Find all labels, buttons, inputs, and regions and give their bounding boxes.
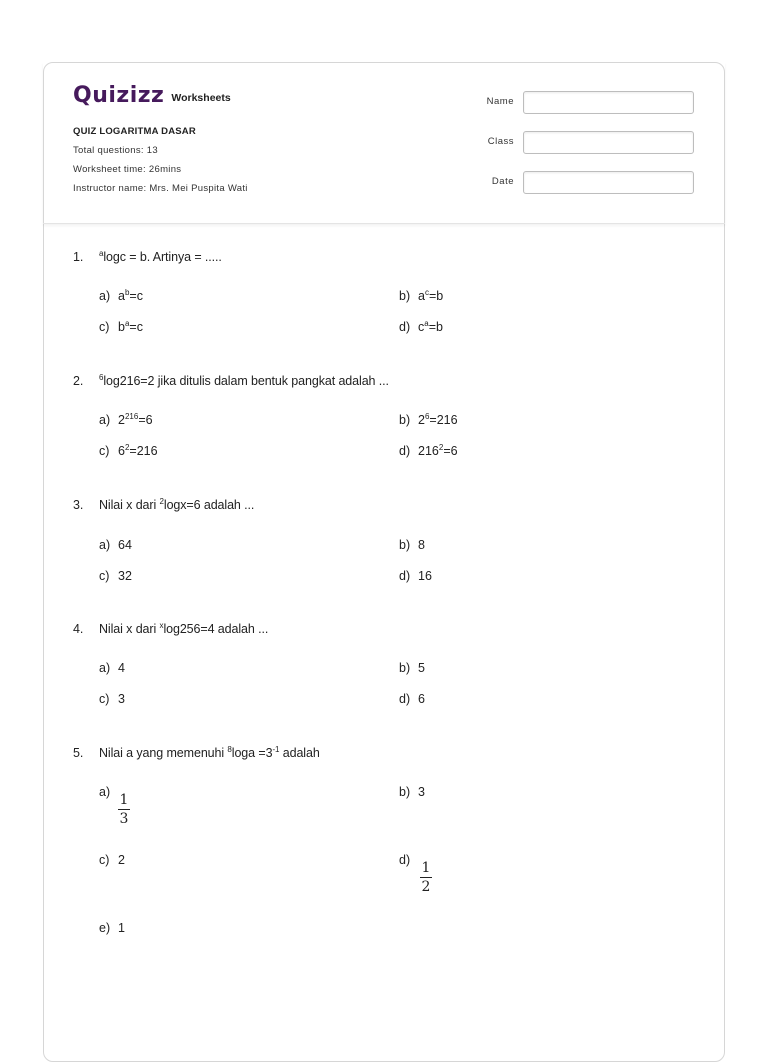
question-5 (73, 746, 320, 760)
option-2a (99, 413, 153, 427)
option-label: d) (399, 692, 411, 706)
option-3c (99, 569, 132, 583)
question-number: 3. (73, 498, 84, 512)
question-text: log256=4 adalah ... (163, 622, 269, 636)
question-number: 4. (73, 622, 84, 636)
question-prefix: Nilai x dari (99, 622, 160, 636)
option-value: 32 (118, 569, 132, 583)
option-rest: =c (129, 289, 143, 303)
option-value: 1 (118, 921, 125, 935)
option-value: 8 (418, 538, 425, 552)
question-mid: loga =3 (231, 746, 273, 760)
option-label: c) (99, 569, 110, 583)
log-base: a (99, 249, 104, 258)
option-exponent: a (424, 319, 429, 328)
option-3d (399, 569, 432, 583)
option-1c (99, 320, 143, 334)
question-2 (73, 374, 389, 388)
exponent: -1 (272, 745, 280, 754)
option-exponent: b (124, 288, 130, 297)
option-1d (399, 320, 443, 334)
question-number: 5. (73, 746, 84, 760)
option-label: c) (99, 444, 110, 458)
option-exponent: a (124, 319, 130, 328)
option-5a (99, 785, 118, 799)
option-1b (399, 289, 443, 303)
log-base: 2 (159, 497, 164, 506)
instructor-name: Instructor name: Mrs. Mei Puspita Wati (73, 183, 248, 194)
option-label: c) (99, 853, 110, 867)
option-base: 2 (118, 413, 125, 427)
option-label: a) (99, 413, 111, 427)
option-base: 6 (118, 444, 125, 458)
question-1 (73, 250, 222, 264)
name-field[interactable] (523, 91, 694, 114)
option-label: e) (99, 921, 111, 935)
option-label: c) (99, 320, 110, 334)
name-label: Name (486, 96, 514, 107)
option-value: 2 (118, 853, 125, 867)
option-base: c (418, 320, 425, 334)
fraction-numerator: 1 (119, 792, 129, 808)
date-label: Date (491, 176, 514, 187)
option-label: a) (99, 661, 111, 675)
log-base: 8 (227, 745, 232, 754)
option-label: b) (399, 413, 411, 427)
option-value: 64 (118, 538, 132, 552)
option-rest: =6 (443, 444, 458, 458)
worksheets-label: Worksheets (171, 92, 231, 104)
question-text: logx=6 adalah ... (163, 498, 255, 512)
option-4c (99, 692, 125, 706)
option-3a (99, 538, 132, 552)
option-value: 16 (418, 569, 432, 583)
question-text: logc = b. Artinya = ..... (103, 250, 222, 264)
question-4 (73, 622, 268, 636)
option-5e (99, 921, 125, 935)
fraction-numerator: 1 (421, 860, 431, 876)
date-field[interactable] (523, 171, 694, 194)
quizizz-logo: Quizizz (73, 83, 165, 108)
question-prefix: Nilai x dari (99, 498, 160, 512)
total-questions: Total questions: 13 (73, 145, 158, 156)
option-3b (399, 538, 425, 552)
worksheet-time: Worksheet time: 26mins (73, 164, 182, 175)
option-5d (399, 853, 418, 867)
log-base: 6 (99, 373, 104, 382)
option-label: a) (99, 538, 111, 552)
brand (73, 84, 231, 108)
fraction-denominator: 3 (119, 811, 129, 827)
worksheet-header (43, 62, 725, 224)
quiz-title: QUIZ LOGARITMA DASAR (73, 126, 196, 137)
option-exponent: 2 (438, 443, 444, 452)
option-exponent: c (424, 288, 429, 297)
option-label: c) (99, 692, 110, 706)
option-label: b) (399, 538, 411, 552)
option-value: 3 (118, 692, 125, 706)
option-rest: =6 (138, 413, 153, 427)
option-4b (399, 661, 425, 675)
option-5b (399, 785, 425, 799)
fraction-one-third (118, 792, 130, 827)
option-label: d) (399, 444, 411, 458)
option-2c (99, 444, 158, 458)
option-rest: =b (428, 320, 443, 334)
option-4d (399, 692, 425, 706)
option-1a (99, 289, 143, 303)
question-3 (73, 498, 254, 512)
option-exponent: 216 (124, 412, 139, 421)
option-rest: =216 (429, 413, 458, 427)
fraction-bar (118, 809, 130, 810)
option-base: b (118, 320, 125, 334)
fraction-bar (420, 877, 432, 878)
option-4a (99, 661, 125, 675)
option-label: b) (399, 289, 411, 303)
option-label: a) (99, 289, 111, 303)
question-number: 2. (73, 374, 84, 388)
option-5c (99, 853, 125, 867)
option-exponent: 2 (124, 443, 130, 452)
option-value: 4 (118, 661, 125, 675)
option-base: a (418, 289, 425, 303)
option-rest: =c (129, 320, 143, 334)
option-base: 2 (418, 413, 425, 427)
option-2d (399, 444, 458, 458)
question-number: 1. (73, 250, 84, 264)
option-value: 5 (418, 661, 425, 675)
question-text: log216=2 jika ditulis dalam bentuk pangkat adalah ... (103, 374, 389, 388)
option-label: a) (99, 785, 111, 799)
option-label: d) (399, 853, 411, 867)
option-value: 3 (418, 785, 425, 799)
option-base: a (118, 289, 125, 303)
question-prefix: Nilai a yang memenuhi (99, 746, 228, 760)
option-rest: =216 (129, 444, 158, 458)
fraction-denominator: 2 (421, 879, 431, 895)
option-label: d) (399, 320, 411, 334)
option-label: d) (399, 569, 411, 583)
option-base: 216 (418, 444, 439, 458)
class-label: Class (487, 136, 514, 147)
class-field[interactable] (523, 131, 694, 154)
option-value: 6 (418, 692, 425, 706)
option-label: b) (399, 661, 411, 675)
fraction-one-half (420, 860, 432, 895)
log-base: x (159, 621, 164, 630)
option-exponent: 6 (424, 412, 430, 421)
question-text: adalah (279, 746, 320, 760)
option-rest: =b (428, 289, 444, 303)
option-2b (399, 413, 458, 427)
option-label: b) (399, 785, 411, 799)
